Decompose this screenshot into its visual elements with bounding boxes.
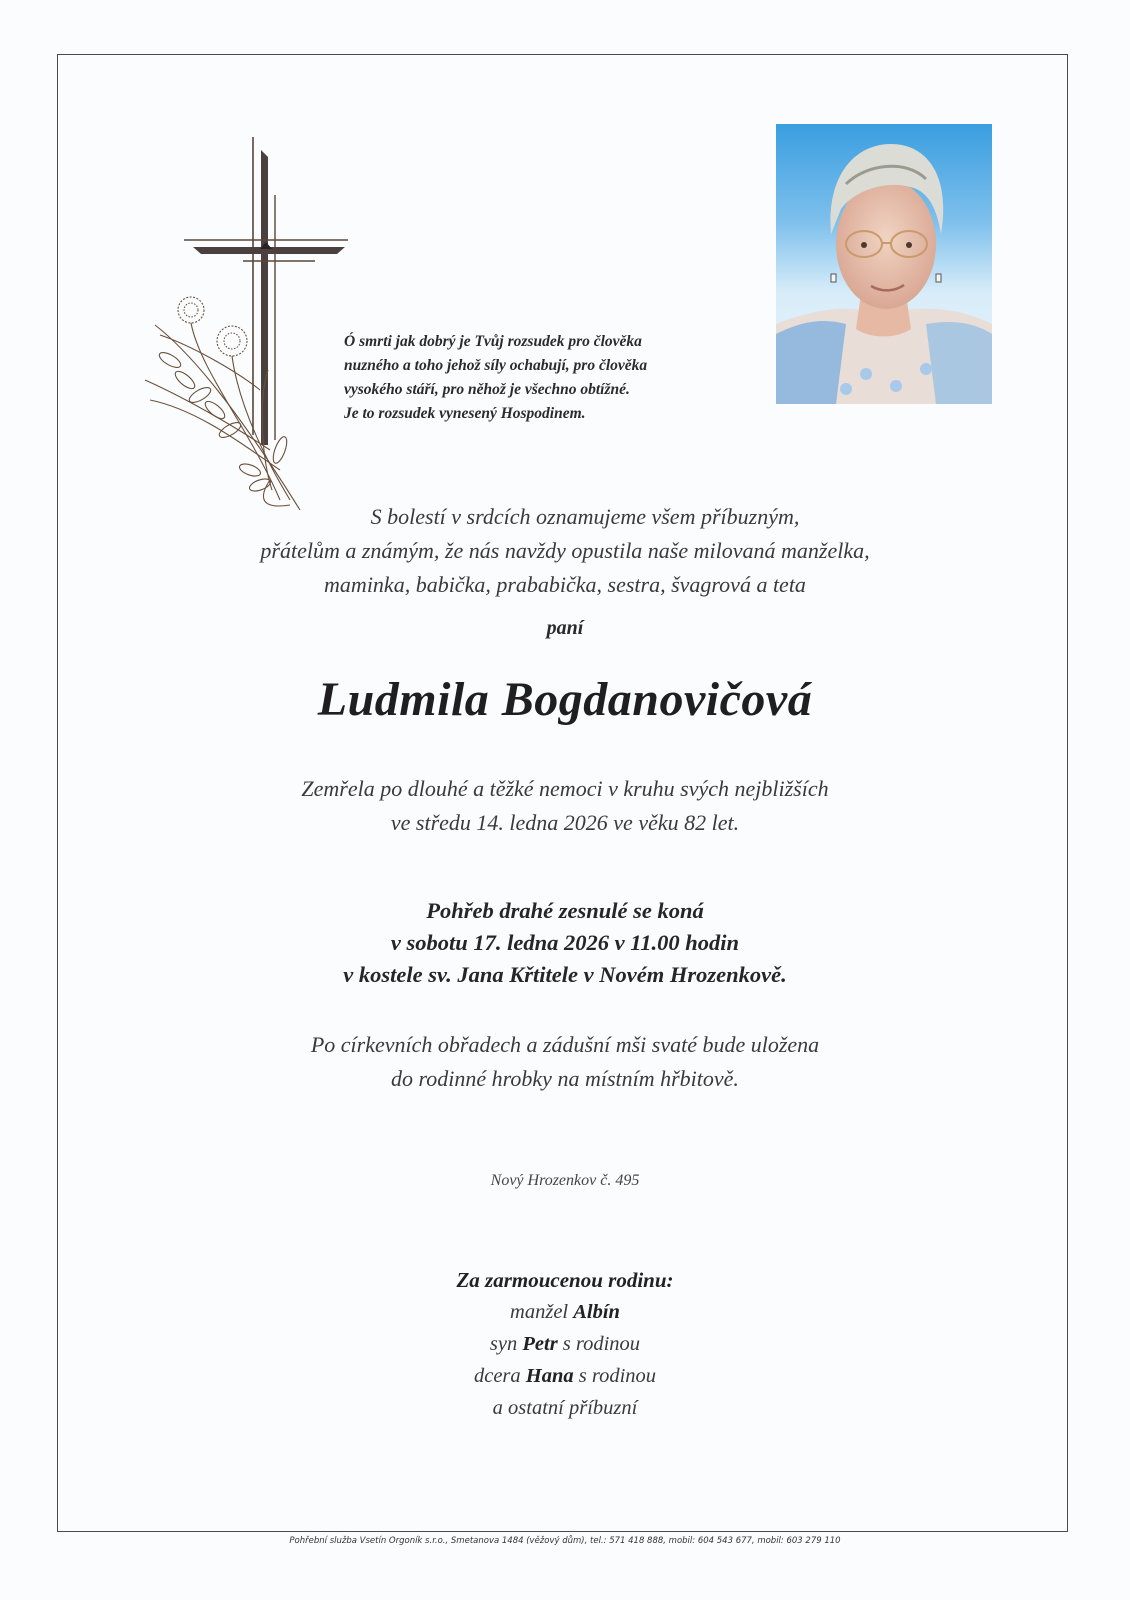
funeral-line: v sobotu 17. ledna 2026 v 11.00 hodin (390, 930, 740, 955)
family-member (0, 1360, 1130, 1392)
death-line: Zemřela po dlouhé a těžké nemoci v kruhu svých nejbližších (301, 776, 829, 801)
verse-line: Ó smrti jak dobrý je Tvůj rozsudek pro člověka (344, 333, 642, 350)
relation: a ostatní příbuzní (492, 1397, 638, 1419)
verse-line: nuzného a toho jehož síly ochabují, pro člověka (344, 357, 648, 374)
bible-verse (344, 330, 764, 426)
title-prefix: paní (546, 617, 584, 639)
member-name: Hana (525, 1365, 574, 1387)
funeral-details (0, 895, 1130, 991)
funeral-service-footer: Pohřební služba Vsetín Orgoník s.r.o., Smetanova 1484 (věžový dům), tel.: 571 418 888, mobil: 604 543 677, mobil: 603 279 110 (289, 1536, 841, 1546)
relation-suffix: s rodinou (557, 1333, 641, 1355)
funeral-line: Pohřeb drahé zesnulé se koná (426, 898, 704, 923)
intro-line: přátelům a známým, že nás navždy opustila naše milovaná manželka, (260, 538, 870, 563)
family-member (0, 1328, 1130, 1360)
burial-line: Po církevních obřadech a zádušní mši svaté bude uložena (310, 1032, 820, 1057)
family-member (0, 1392, 1130, 1424)
relation: dcera (473, 1365, 526, 1387)
family-signature (0, 1264, 1130, 1424)
family-heading: Za zarmoucenou rodinu: (456, 1268, 674, 1292)
portrait-photo (776, 124, 992, 404)
announcement-intro (0, 500, 1130, 602)
verse-line: Je to rozsudek vynesený Hospodinem. (344, 405, 586, 422)
cross-ornament (140, 130, 370, 520)
family-member (0, 1296, 1130, 1328)
intro-line: maminka, babička, prababička, sestra, švagrová a teta (324, 572, 806, 597)
verse-line: vysokého stáří, pro něhož je všechno obtížné. (344, 381, 630, 398)
burial-details (0, 1028, 1130, 1096)
deceased-name: Ludmila Bogdanovičová (317, 673, 813, 726)
member-name: Petr (522, 1333, 558, 1355)
member-name: Albín (573, 1301, 620, 1323)
death-details (0, 772, 1130, 840)
relation: syn (489, 1333, 523, 1355)
relation-suffix: s rodinou (573, 1365, 657, 1387)
portrait-image (776, 124, 992, 404)
address: Nový Hrozenkov č. 495 (490, 1172, 640, 1189)
relation: manžel (510, 1301, 574, 1323)
burial-line: do rodinné hrobky na místním hřbitově. (391, 1066, 739, 1091)
intro-line: S bolestí v srdcích oznamujeme všem příbuzným, (370, 504, 800, 529)
cross-icon (140, 130, 370, 520)
death-line: ve středu 14. ledna 2026 ve věku 82 let. (390, 810, 740, 835)
funeral-line: v kostele sv. Jana Křtitele v Novém Hrozenkově. (343, 962, 787, 987)
